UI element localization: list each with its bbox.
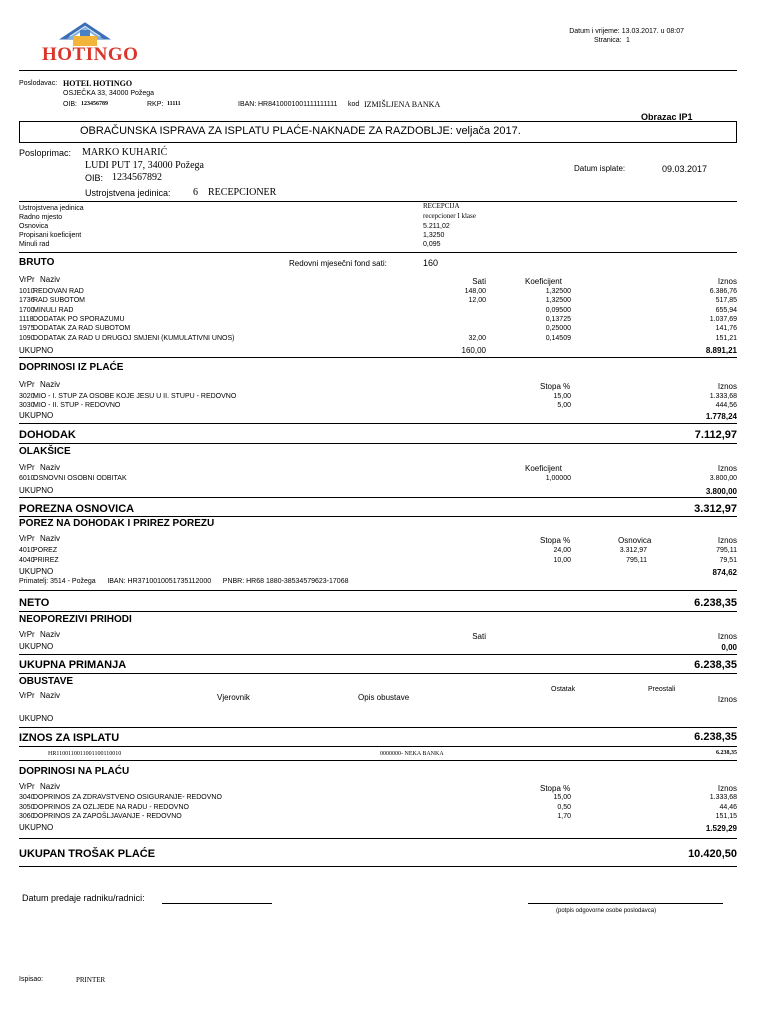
print-date-value: 13.03.2017. u 08:07 xyxy=(621,28,684,35)
row-koeficijent: 0,09500 xyxy=(545,306,571,314)
row-osnovica: 3.312,97 xyxy=(619,547,647,554)
table-row xyxy=(19,804,737,813)
employer-oib: 123456789 xyxy=(81,101,108,107)
row-iznos: 655,94 xyxy=(715,306,737,314)
employer-bank: IZMIŠLJENA BANKA xyxy=(364,100,441,109)
row-iznos: 151,21 xyxy=(715,334,737,342)
row-code: 3060 xyxy=(19,813,35,820)
col-iznos: Iznos xyxy=(717,382,737,391)
col-naziv: Naziv xyxy=(40,534,61,543)
row-stopa: 15,00 xyxy=(553,794,571,801)
signature-line xyxy=(528,903,723,904)
row-name: DOPRINOS ZA OZLJEDE NA RADU - REDOVNO xyxy=(33,803,189,811)
row-code: 1975 xyxy=(19,325,35,333)
print-date xyxy=(484,28,684,35)
col-vjerovnik: Vjerovnik xyxy=(217,693,250,702)
col-iznos: Iznos xyxy=(717,784,737,793)
row-name: MIO - II. STUP - REDOVNO xyxy=(33,402,121,409)
row-iznos: 6.386,76 xyxy=(709,288,737,295)
row-code: 1736 xyxy=(19,297,35,305)
col-naziv: Naziv xyxy=(40,380,61,389)
table-row xyxy=(19,307,737,316)
doprinosi-iz-total-label: UKUPNO xyxy=(19,411,54,420)
olaksice-title: OLAKŠICE xyxy=(19,446,71,457)
divider xyxy=(19,516,737,517)
obustave-total-label: UKUPNO xyxy=(19,714,54,723)
employer-kod-label: kod xyxy=(348,101,360,108)
isplata-amount: 6.238,35 xyxy=(716,750,737,756)
olaksice-total: 3.800,00 xyxy=(705,487,737,496)
col-vrpr: VrPr xyxy=(19,630,35,639)
table-row xyxy=(19,557,737,566)
row-name: DODATAK ZA RAD U DRUGOJ SMJENI (KUMULATIVNI UNOS) xyxy=(33,334,235,342)
employer-rkp-label: RKP: xyxy=(147,101,164,108)
employer-rkp: 11111 xyxy=(167,101,181,107)
employee-name: MARKO KUHARIĆ xyxy=(82,147,168,158)
row-sati: 32,00 xyxy=(468,334,486,342)
row-code: 3020 xyxy=(19,393,35,400)
employer-oib-label: OIB: xyxy=(63,101,78,108)
row-iznos: 3.800,00 xyxy=(709,475,737,482)
divider xyxy=(19,866,737,867)
table-row xyxy=(19,547,737,556)
table-row xyxy=(19,335,737,344)
ukupna-primanja-value: 6.238,35 xyxy=(694,659,737,671)
col-vrpr: VrPr xyxy=(19,782,35,791)
col-iznos: Iznos xyxy=(717,632,737,641)
row-iznos: 1.333,68 xyxy=(709,393,737,400)
porez-total: 874,62 xyxy=(712,568,737,577)
row-koeficijent: 1,32500 xyxy=(545,297,571,305)
info-value: recepcioner I klase xyxy=(423,212,476,220)
col-stopa: Stopa % xyxy=(540,382,571,391)
porezna-osnovica-value: 3.312,97 xyxy=(694,503,737,515)
employee-unit-label: Ustrojstvena jedinica: xyxy=(85,188,171,198)
divider xyxy=(19,760,737,761)
doprinosi-iz-total: 1.778,24 xyxy=(705,412,737,421)
employer-name: HOTEL HOTINGO xyxy=(63,79,133,88)
isplata-account: HR1100110011001100110010 xyxy=(48,751,122,757)
table-row xyxy=(19,475,737,484)
col-iznos: Iznos xyxy=(717,536,737,545)
table-row xyxy=(19,393,737,402)
row-iznos: 44,46 xyxy=(719,803,737,811)
obustave-title: OBUSTAVE xyxy=(19,676,74,687)
employer-iban-label: IBAN: xyxy=(238,101,257,108)
info-divider-bottom xyxy=(19,252,737,253)
logo xyxy=(30,16,140,64)
row-name: OSNOVNI OSOBNI ODBITAK xyxy=(33,475,127,482)
print-date-label: Datum i vrijeme: xyxy=(569,28,620,35)
doprinosi-na-title: DOPRINOSI NA PLAĆU xyxy=(19,766,130,777)
col-vrpr: VrPr xyxy=(19,691,35,700)
neto-title: NETO xyxy=(19,597,50,609)
doprinosi-na-total: 1.529,29 xyxy=(705,824,737,833)
employee-unit-name: RECEPCIONER xyxy=(208,187,277,198)
info-label: Osnovica xyxy=(19,223,49,230)
col-sati: Sati xyxy=(472,632,486,641)
porez-title: POREZ NA DOHODAK I PRIREZ POREZU xyxy=(19,518,215,529)
info-value: 0,095 xyxy=(423,241,441,248)
col-stopa: Stopa % xyxy=(540,784,571,793)
ukupan-trosak-value: 10.420,50 xyxy=(688,848,737,860)
col-ostatak: Ostatak xyxy=(551,686,576,693)
employee-oib-label: OIB: xyxy=(85,173,104,183)
row-name: DOPRINOS ZA ZAPOŠLJAVANJE - REDOVNO xyxy=(33,813,182,820)
page-number: 1 xyxy=(626,37,630,44)
row-koeficijent: 1,32500 xyxy=(545,288,571,295)
col-naziv: Naziv xyxy=(40,630,61,639)
row-sati: 148,00 xyxy=(464,288,486,295)
row-stopa: 24,00 xyxy=(553,547,571,554)
row-code: 3030 xyxy=(19,402,35,409)
col-naziv: Naziv xyxy=(40,275,61,284)
row-iznos: 795,11 xyxy=(716,547,737,554)
row-code: 1700 xyxy=(19,306,35,314)
employer-address: OSJEČKA 33, 34000 Požega xyxy=(63,90,155,97)
row-koeficijent: 0,13725 xyxy=(545,315,571,323)
isplata-value: 6.238,35 xyxy=(694,731,737,743)
bruto-title: BRUTO xyxy=(19,257,55,268)
form-label: Obrazac IP1 xyxy=(641,112,693,122)
dohodak-title: DOHODAK xyxy=(19,429,76,441)
info-label: Ustrojstvena jedinica xyxy=(19,205,84,212)
neoporezivi-total: 0,00 xyxy=(721,643,737,652)
handover-label: Datum predaje radniku/radnici: xyxy=(22,893,145,903)
divider xyxy=(19,611,737,612)
bruto-total: 8.891,21 xyxy=(705,346,737,355)
col-osnovica: Osnovica xyxy=(618,536,652,545)
row-stopa: 15,00 xyxy=(553,393,571,400)
col-koeficijent: Koeficijent xyxy=(525,277,562,286)
bruto-fund-value: 160 xyxy=(423,258,439,268)
table-row xyxy=(19,325,737,334)
table-row xyxy=(19,297,737,306)
col-vrpr: VrPr xyxy=(19,534,35,543)
payday-value: 09.03.2017 xyxy=(662,164,708,174)
divider xyxy=(19,357,737,358)
isplata-title: IZNOS ZA ISPLATU xyxy=(19,732,120,744)
divider xyxy=(19,746,737,747)
employer-label: Poslodavac: xyxy=(19,80,58,87)
col-preostali: Preostali xyxy=(648,686,676,693)
dohodak-value: 7.112,97 xyxy=(694,429,737,441)
divider xyxy=(19,727,737,728)
row-code: 1010 xyxy=(19,288,35,295)
row-iznos: 141,76 xyxy=(715,325,737,333)
col-koeficijent: Koeficijent xyxy=(525,464,562,473)
col-naziv: Naziv xyxy=(40,782,61,791)
divider xyxy=(19,423,737,424)
row-name: REDOVAN RAD xyxy=(33,288,84,295)
employee-unit-num: 6 xyxy=(193,187,198,198)
row-stopa: 1,70 xyxy=(557,813,571,820)
doprinosi-na-total-label: UKUPNO xyxy=(19,823,54,832)
table-row xyxy=(19,813,737,822)
row-name: MIO - I. STUP ZA OSOBE KOJE JESU U II. STUPU - REDOVNO xyxy=(33,393,237,400)
col-iznos: Iznos xyxy=(717,277,737,286)
payday-label: Datum isplate: xyxy=(574,164,626,173)
info-label: Minuli rad xyxy=(19,241,50,248)
neoporezivi-title: NEOPOREZIVI PRIHODI xyxy=(19,614,132,625)
row-code: 3050 xyxy=(19,803,35,811)
col-sati: Sati xyxy=(472,277,486,286)
row-code: 4010 xyxy=(19,547,35,554)
info-value: 5.211,02 xyxy=(423,223,450,230)
employee-address: LUDI PUT 17, 34000 Požega xyxy=(85,160,204,171)
row-name: RAD SUBOTOM xyxy=(33,297,85,305)
porez-total-label: UKUPNO xyxy=(19,567,54,576)
divider xyxy=(19,590,737,591)
col-vrpr: VrPr xyxy=(19,463,35,472)
printed-by: PRINTER xyxy=(76,976,106,984)
row-name: PRIREZ xyxy=(33,556,59,564)
neoporezivi-total-label: UKUPNO xyxy=(19,642,54,651)
employee-oib: 1234567892 xyxy=(112,172,162,183)
row-code: 3040 xyxy=(19,794,35,801)
page-label: Stranica: xyxy=(594,37,622,44)
ukupan-trosak-title: UKUPAN TROŠAK PLAĆE xyxy=(19,848,156,860)
row-code: 4040 xyxy=(19,556,35,564)
row-koeficijent: 1,00000 xyxy=(545,475,571,482)
row-code: 1090 xyxy=(19,334,35,342)
bruto-total-label: UKUPNO xyxy=(19,346,54,355)
employer-iban: HR8410001001111111111 xyxy=(258,101,338,108)
printed-label: Ispisao: xyxy=(19,976,44,983)
divider xyxy=(19,497,737,498)
table-row xyxy=(19,402,737,411)
row-iznos: 444,56 xyxy=(715,402,737,409)
info-divider-top xyxy=(19,201,737,202)
divider xyxy=(19,443,737,444)
employee-label: Posloprimac: xyxy=(19,148,72,158)
title-box xyxy=(19,121,737,143)
col-stopa: Stopa % xyxy=(540,536,571,545)
col-opis-obustave: Opis obustave xyxy=(358,693,410,702)
bruto-total-sati: 160,00 xyxy=(461,346,486,355)
info-label: Propisani koeficijent xyxy=(19,232,82,239)
row-name: DOPRINOS ZA ZDRAVSTVENO OSIGURANJE- REDOVNO xyxy=(33,794,222,801)
col-vrpr: VrPr xyxy=(19,275,35,284)
row-koeficijent: 0,25000 xyxy=(545,325,571,333)
signature-label: (potpis odgovorne osobe poslodavca) xyxy=(556,908,657,914)
handover-line xyxy=(162,903,272,904)
olaksice-total-label: UKUPNO xyxy=(19,486,54,495)
document-title: OBRAČUNSKA ISPRAVA ZA ISPLATU PLAĆE-NAKNADE ZA RAZDOBLJE: veljača 2017. xyxy=(80,125,521,137)
col-naziv: Naziv xyxy=(40,463,61,472)
info-value: RECEPCIJA xyxy=(423,202,460,210)
row-iznos: 79,51 xyxy=(719,556,737,564)
table-row xyxy=(19,288,737,297)
ukupna-primanja-title: UKUPNA PRIMANJA xyxy=(19,659,127,671)
bruto-fund-label: Redovni mjesečni fond sati: xyxy=(289,259,387,268)
row-iznos: 151,15 xyxy=(715,813,737,820)
divider xyxy=(19,838,737,839)
table-row xyxy=(19,316,737,325)
row-stopa: 10,00 xyxy=(553,556,571,564)
row-sati: 12,00 xyxy=(468,297,486,305)
divider xyxy=(19,673,737,674)
doprinosi-iz-title: DOPRINOSI IZ PLAĆE xyxy=(19,362,124,373)
row-iznos: 517,85 xyxy=(715,297,737,305)
col-vrpr: VrPr xyxy=(19,380,35,389)
porez-recipient: Primatelj: 3514 - Požega IBAN: HR3710010051735112000 PNBR: HR68 1880-38534579623-17068 xyxy=(19,578,349,585)
logo-text: HOTINGO xyxy=(42,44,139,65)
row-stopa: 0,50 xyxy=(557,803,571,811)
row-name: DODATAK ZA RAD SUBOTOM xyxy=(33,325,131,333)
neto-value: 6.238,35 xyxy=(694,597,737,609)
row-osnovica: 795,11 xyxy=(626,556,647,564)
info-label: Radno mjesto xyxy=(19,214,63,221)
info-value: 1,3250 xyxy=(423,232,445,239)
row-stopa: 5,00 xyxy=(557,402,571,409)
header-divider xyxy=(19,70,737,71)
col-naziv: Naziv xyxy=(40,691,61,700)
row-iznos: 1.333,68 xyxy=(709,794,737,801)
porezna-osnovica-title: POREZNA OSNOVICA xyxy=(19,503,135,515)
col-iznos: Iznos xyxy=(717,464,737,473)
row-code: 6010 xyxy=(19,475,35,482)
row-name: MINULI RAD xyxy=(33,306,74,314)
row-iznos: 1.037,69 xyxy=(709,315,737,323)
col-iznos: Iznos xyxy=(717,695,737,704)
row-name: POREZ xyxy=(33,547,58,554)
divider xyxy=(19,654,737,655)
row-koeficijent: 0,14509 xyxy=(545,334,571,342)
row-code: 1118 xyxy=(19,315,34,323)
isplata-bank: 0000000- NEKA BANKA xyxy=(380,751,444,757)
row-name: DODATAK PO SPORAZUMU xyxy=(33,315,125,323)
table-row xyxy=(19,794,737,803)
